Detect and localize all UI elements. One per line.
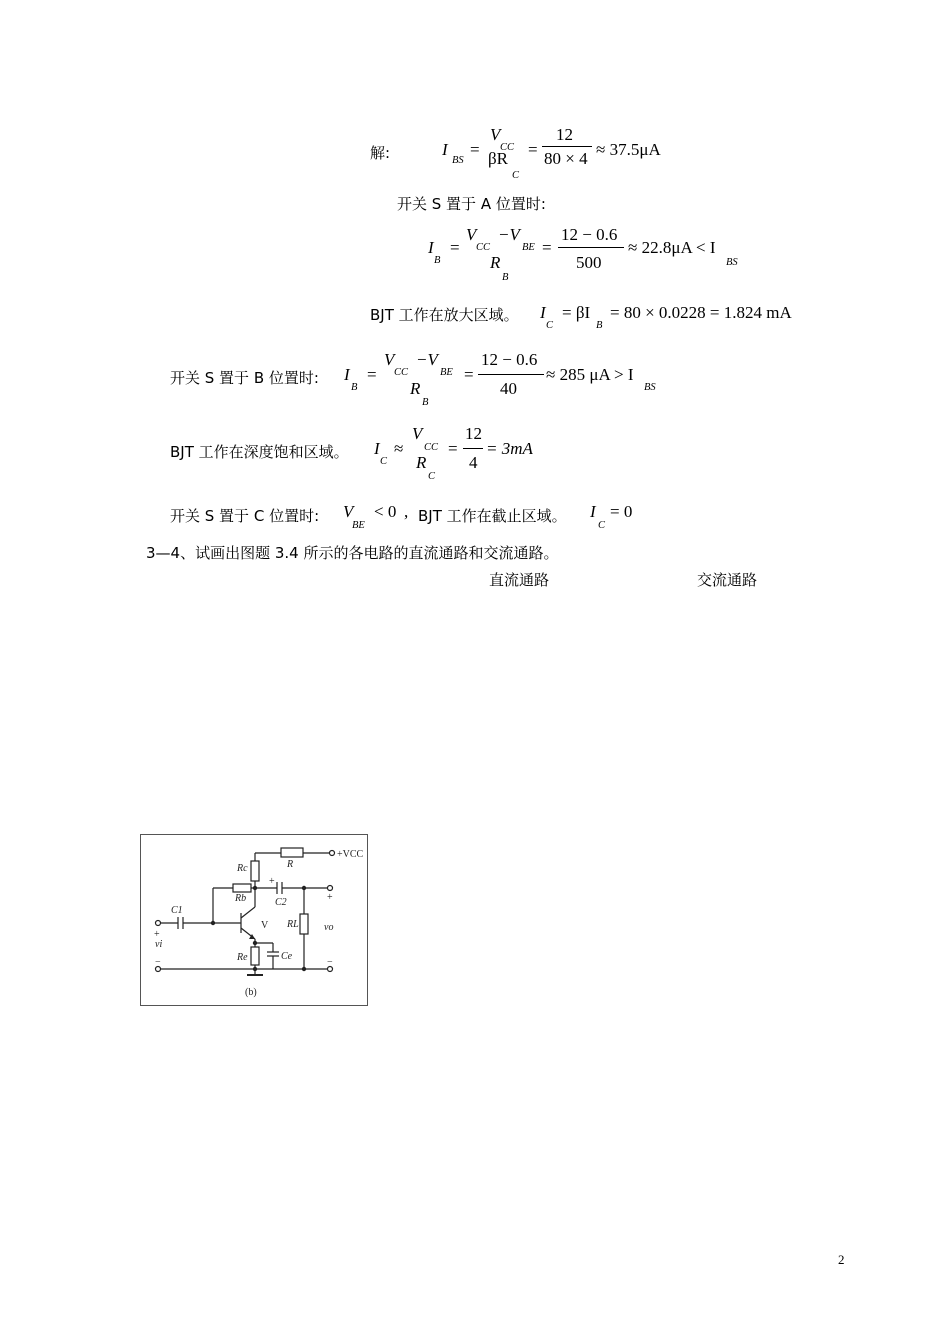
label-vi: vi [155,939,163,950]
b-ic-lhs-sub: C [380,456,388,467]
c-ic-sub: C [598,520,606,531]
b-ic-num: V [412,424,423,443]
b-den-sub: B [422,397,429,408]
b-ic-eq2: = [448,439,458,458]
b-eq2: = [464,365,474,384]
label-r: R [287,859,294,870]
ibs-num-sub: CC [500,142,515,153]
label-re: Re [237,952,248,963]
a-ic-result: = 80 × 0.0228 = 1.824 mA [610,303,792,322]
a-ib-lhs: I [428,238,434,257]
figure-caption: (b) [245,987,257,998]
label-v: V [261,920,269,931]
a-result: ≈ 22.8μA < I [628,238,716,257]
b-ic-lhs: I [374,439,380,458]
c-ic: I [590,502,596,521]
b-ib-eq: = [367,365,377,384]
a-ib-eq: = [450,238,460,257]
ibs-fraction-bar [542,146,592,147]
ibs-lhs: I [442,140,448,159]
resistor-rb [233,884,251,892]
vi-plus-terminal [156,921,161,926]
ac-path-heading: 交流通路 [697,571,758,589]
c-comma: , [404,502,409,521]
a-num-v1-sub: CC [476,242,491,253]
label-vo: vo [324,922,334,933]
ibs-lhs-sub: BS [452,155,464,166]
c-vbe-rel: < 0 [374,502,397,521]
a-eq2: = [542,238,552,257]
b-ic-frac2-num: 12 [465,424,482,443]
a-den: R [490,253,501,272]
b-ib-lhs: I [344,365,350,384]
vcc-terminal [330,851,335,856]
b-result: ≈ 285 μA > I [546,365,634,384]
circuit-diagram [141,835,367,1005]
a-fraction-bar [558,247,624,248]
a-ic-mid-sub: B [596,320,603,331]
a-ib-lhs-sub: B [434,255,441,266]
a-frac2-den: 500 [576,253,602,272]
ibs-frac2-num: 12 [556,125,573,144]
b-ic-den: R [416,453,427,472]
circuit-figure-b [140,834,368,1006]
b-conclusion: BJT 工作在深度饱和区域。 [170,443,349,461]
b-num-v1-sub: CC [394,367,409,378]
ibs-result: ≈ 37.5μA [596,140,661,159]
dc-path-heading: 直流通路 [489,571,550,589]
problem-3-4-text: 3—4、试画出图题 3.4 所示的各电路的直流通路和交流通路。 [146,544,559,562]
switch-a-heading: 开关 S 置于 A 位置时: [397,195,546,213]
resistor-r [281,848,303,857]
b-den: R [410,379,421,398]
resistor-rl [300,914,308,934]
c-conclusion: BJT 工作在截止区域。 [418,507,567,525]
c-vbe-sub: BE [352,520,365,531]
c-ic-val: = 0 [610,502,633,521]
b-fraction-bar [478,374,544,375]
resistor-rc [251,861,259,881]
label-rb: Rb [235,893,247,904]
a-ic-lhs-sub: C [546,320,554,331]
resistor-re [251,947,259,965]
solution-label: 解: [370,144,391,162]
b-num-v2-sub: BE [440,367,453,378]
ibs-eq: = [470,140,480,159]
a-result-sub: BS [726,257,738,268]
b-ic-result: = 3mA [486,439,533,458]
ibs-num: V [490,125,501,144]
b-frac2-num: 12 − 0.6 [481,350,538,369]
label-vo-minus: − [327,957,333,968]
a-num-v1: V [466,225,477,244]
b-ic-fraction-bar [463,448,483,449]
switch-b-heading: 开关 S 置于 B 位置时: [170,369,319,387]
page-number: 2 [838,1252,845,1267]
b-ic-approx: ≈ [394,439,404,458]
label-rl: RL [287,919,299,930]
a-conclusion: BJT 工作在放大区域。 [370,306,519,324]
label-c1: C1 [171,905,183,916]
b-result-sub: BS [644,382,656,393]
label-ce: Ce [281,951,293,962]
c-vbe: V [343,502,354,521]
a-num-minus: −V [498,225,520,244]
b-num-v1: V [384,350,395,369]
switch-c-heading: 开关 S 置于 C 位置时: [170,507,320,525]
b-num-minus: −V [416,350,438,369]
label-c2-plus: + [269,876,275,887]
b-ic-den-sub: C [428,471,436,482]
label-vo-plus: + [327,892,333,903]
b-ic-num-sub: CC [424,442,439,453]
label-vi-minus: − [155,957,161,968]
ibs-den-sub: C [512,170,520,181]
b-frac2-den: 40 [500,379,517,398]
a-ic-mid: = βI [562,303,591,322]
a-ic-lhs: I [540,303,546,322]
vo-plus-terminal [328,886,333,891]
label-vcc: +VCC [337,849,364,860]
label-vi-plus: + [154,929,160,940]
ibs-den: βR [488,149,508,168]
b-ic-frac2-den: 4 [469,453,478,472]
label-c2: C2 [275,897,287,908]
a-frac2-num: 12 − 0.6 [561,225,618,244]
b-ib-lhs-sub: B [351,382,358,393]
label-rc: Rc [237,863,248,874]
ibs-frac2-den: 80 × 4 [544,149,588,168]
a-num-v2-sub: BE [522,242,535,253]
ibs-eq2: = [528,140,538,159]
a-den-sub: B [502,272,509,283]
